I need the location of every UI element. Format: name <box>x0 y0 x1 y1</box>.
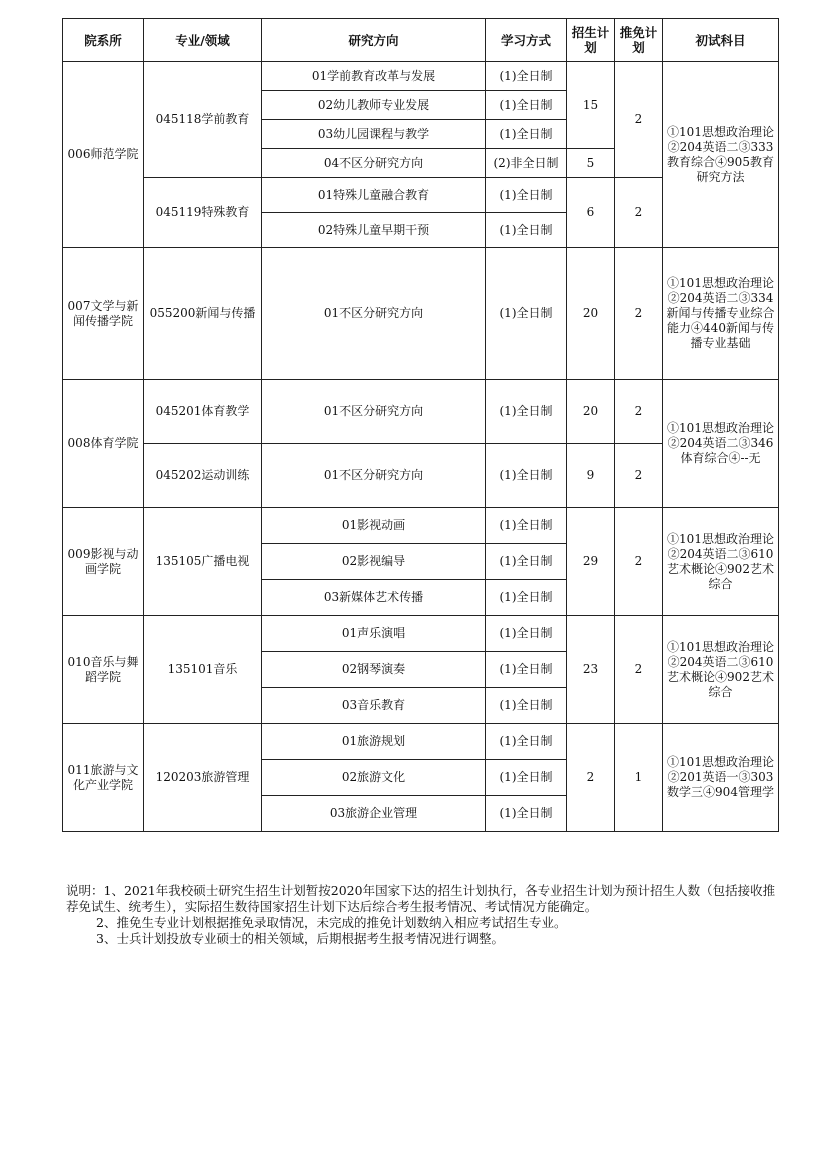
direction-cell: 01学前教育改革与发展 <box>262 62 486 91</box>
header-tuimian: 推免计划 <box>615 19 663 62</box>
plan-cell: 20 <box>567 248 615 380</box>
exam-cell: ①101思想政治理论②204英语二③346体育综合④--无 <box>663 380 779 508</box>
mode-cell: (1)全日制 <box>486 91 567 120</box>
exam-cell: ①101思想政治理论②204英语二③610艺术概论④902艺术综合 <box>663 508 779 616</box>
direction-cell: 02特殊儿童早期干预 <box>262 213 486 248</box>
direction-cell: 02影视编导 <box>262 544 486 580</box>
major-cell: 055200新闻与传播 <box>144 248 262 380</box>
mode-cell: (1)全日制 <box>486 508 567 544</box>
note-2: 2、推免生专业计划根据推免录取情况，未完成的推免计划数纳入相应考试招生专业。 <box>96 915 567 930</box>
plan-cell: 9 <box>567 444 615 508</box>
mode-cell: (1)全日制 <box>486 688 567 724</box>
table-row <box>63 616 779 652</box>
direction-cell: 01不区分研究方向 <box>262 444 486 508</box>
enrollment-plan-table <box>62 18 779 832</box>
table-row <box>63 380 779 444</box>
mode-cell: (1)全日制 <box>486 62 567 91</box>
dept-cell: 010音乐与舞蹈学院 <box>63 616 144 724</box>
tuimian-cell: 2 <box>615 444 663 508</box>
major-cell: 135105广播电视 <box>144 508 262 616</box>
tuimian-cell: 2 <box>615 380 663 444</box>
plan-cell: 6 <box>567 178 615 248</box>
tuimian-cell: 1 <box>615 724 663 832</box>
direction-cell: 01不区分研究方向 <box>262 380 486 444</box>
exam-cell: ①101思想政治理论②204英语二③333教育综合④905教育研究方法 <box>663 62 779 248</box>
mode-cell: (1)全日制 <box>486 444 567 508</box>
plan-cell: 2 <box>567 724 615 832</box>
header-major: 专业/领域 <box>144 19 262 62</box>
mode-cell: (1)全日制 <box>486 213 567 248</box>
mode-cell: (1)全日制 <box>486 652 567 688</box>
major-cell: 120203旅游管理 <box>144 724 262 832</box>
exam-cell: ①101思想政治理论②204英语二③610艺术概论④902艺术综合 <box>663 616 779 724</box>
notes <box>66 883 782 947</box>
dept-cell: 008体育学院 <box>63 380 144 508</box>
mode-cell: (1)全日制 <box>486 724 567 760</box>
mode-cell: (1)全日制 <box>486 616 567 652</box>
note-1: 说明：1、2021年我校硕士研究生招生计划暂按2020年国家下达的招生计划执行，各专业招生计划为预计招生人数（包括接收推荐免试生、统考生），实际招生数待国家招生计划下达后综合考生报考情况、考试情况方能确定。 <box>66 883 776 914</box>
major-cell: 045201体育教学 <box>144 380 262 444</box>
mode-cell: (1)全日制 <box>486 178 567 213</box>
mode-cell: (1)全日制 <box>486 544 567 580</box>
direction-cell: 02钢琴演奏 <box>262 652 486 688</box>
major-cell: 045118学前教育 <box>144 62 262 178</box>
table-row <box>63 508 779 544</box>
mode-cell: (1)全日制 <box>486 760 567 796</box>
tuimian-cell: 2 <box>615 178 663 248</box>
direction-cell: 01不区分研究方向 <box>262 248 486 380</box>
tuimian-cell: 2 <box>615 616 663 724</box>
dept-cell: 007文学与新闻传播学院 <box>63 248 144 380</box>
header-direction: 研究方向 <box>262 19 486 62</box>
plan-cell: 15 <box>567 62 615 149</box>
tuimian-cell: 2 <box>615 62 663 178</box>
tuimian-cell: 2 <box>615 248 663 380</box>
note-3: 3、士兵计划投放专业硕士的相关领域，后期根据考生报考情况进行调整。 <box>96 931 504 946</box>
mode-cell: (1)全日制 <box>486 248 567 380</box>
table-row <box>63 62 779 91</box>
dept-cell: 011旅游与文化产业学院 <box>63 724 144 832</box>
mode-cell: (1)全日制 <box>486 380 567 444</box>
mode-cell: (1)全日制 <box>486 120 567 149</box>
dept-cell: 009影视与动画学院 <box>63 508 144 616</box>
direction-cell: 01影视动画 <box>262 508 486 544</box>
direction-cell: 01声乐演唱 <box>262 616 486 652</box>
plan-cell: 23 <box>567 616 615 724</box>
plan-cell: 20 <box>567 380 615 444</box>
mode-cell: (1)全日制 <box>486 796 567 832</box>
table-row <box>63 248 779 380</box>
plan-cell: 5 <box>567 149 615 178</box>
direction-cell: 03音乐教育 <box>262 688 486 724</box>
major-cell: 135101音乐 <box>144 616 262 724</box>
direction-cell: 02旅游文化 <box>262 760 486 796</box>
tuimian-cell: 2 <box>615 508 663 616</box>
exam-cell: ①101思想政治理论②201英语一③303数学三④904管理学 <box>663 724 779 832</box>
direction-cell: 03新媒体艺术传播 <box>262 580 486 616</box>
header-row <box>63 19 779 62</box>
dept-cell: 006师范学院 <box>63 62 144 248</box>
mode-cell: (2)非全日制 <box>486 149 567 178</box>
header-plan: 招生计划 <box>567 19 615 62</box>
direction-cell: 01旅游规划 <box>262 724 486 760</box>
plan-cell: 29 <box>567 508 615 616</box>
header-mode: 学习方式 <box>486 19 567 62</box>
direction-cell: 04不区分研究方向 <box>262 149 486 178</box>
exam-cell: ①101思想政治理论②204英语二③334新闻与传播专业综合能力④440新闻与传播专业基础 <box>663 248 779 380</box>
direction-cell: 01特殊儿童融合教育 <box>262 178 486 213</box>
direction-cell: 02幼儿教师专业发展 <box>262 91 486 120</box>
major-cell: 045119特殊教育 <box>144 178 262 248</box>
table-row <box>63 724 779 760</box>
header-exam: 初试科目 <box>663 19 779 62</box>
direction-cell: 03旅游企业管理 <box>262 796 486 832</box>
direction-cell: 03幼儿园课程与教学 <box>262 120 486 149</box>
mode-cell: (1)全日制 <box>486 580 567 616</box>
major-cell: 045202运动训练 <box>144 444 262 508</box>
header-dept: 院系所 <box>63 19 144 62</box>
